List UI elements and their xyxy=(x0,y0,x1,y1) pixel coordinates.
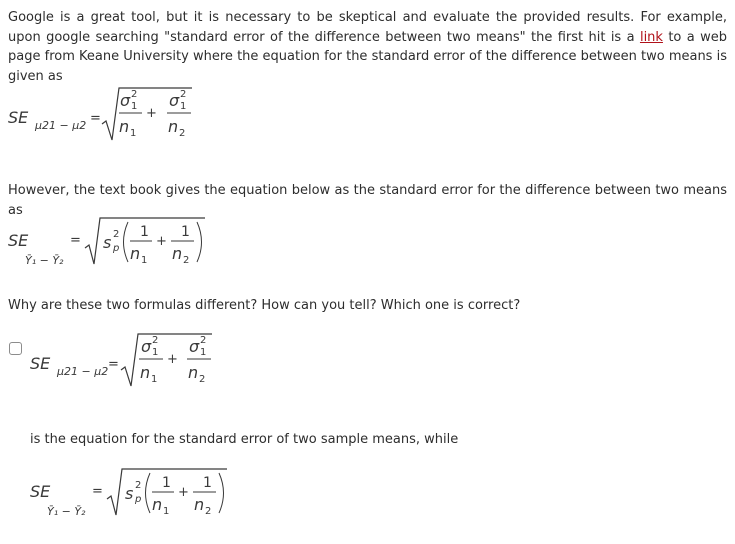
n-2b-sub: 2 xyxy=(183,255,190,266)
n-2-sub: 2 xyxy=(179,128,186,139)
n-1c: n xyxy=(140,363,151,382)
n-1b-sub: 1 xyxy=(141,255,148,266)
n-1d-sub: 1 xyxy=(163,506,170,517)
sigma-2c-sup: 2 xyxy=(200,335,207,346)
sigma-2-sup: 2 xyxy=(180,89,187,100)
plus-sign-4: + xyxy=(178,485,189,500)
se-subscript-4: Ȳ₁ − Ȳ₂ xyxy=(47,505,86,518)
intro-text-end: to a web page from Keane University where the equation for the standard error of the difference between two means is given as xyxy=(8,29,728,84)
sigma-1-sup: 2 xyxy=(131,89,138,100)
sigma-2c-sub: 1 xyxy=(200,347,207,358)
formula-se-means-1 xyxy=(6,84,206,146)
se-subscript-3: μ21 − μ2 xyxy=(57,365,109,378)
se-label: SE xyxy=(8,108,29,127)
n-2: n xyxy=(168,117,179,136)
sigma-1: σ xyxy=(120,91,131,110)
se-label-2: SE xyxy=(8,231,29,250)
n-2d-sub: 2 xyxy=(205,506,212,517)
textbook-paragraph: However, the text book gives the equation below as the standard error for the difference between two means as xyxy=(8,183,727,218)
option-statement: is the equation for the standard error of two sample means, while xyxy=(30,432,459,447)
equals-sign-4: = xyxy=(92,484,103,499)
equals-sign-3: = xyxy=(108,357,119,372)
n-1c-sub: 1 xyxy=(151,374,158,385)
se-subscript-2: Ȳ₁ − Ȳ₂ xyxy=(25,254,64,267)
n-1-sub: 1 xyxy=(130,128,137,139)
sigma-1c-sub: 1 xyxy=(152,347,159,358)
one-3: 1 xyxy=(162,475,171,491)
se-subscript: μ21 − μ2 xyxy=(35,119,87,132)
n-2d: n xyxy=(194,495,205,514)
formula-se-pooled-1 xyxy=(6,214,216,270)
n-1d: n xyxy=(152,495,163,514)
intro-paragraph xyxy=(8,8,727,86)
s-p-sup: 2 xyxy=(113,229,120,240)
formula-se-means-2 xyxy=(28,330,228,392)
se-label-3: SE xyxy=(30,354,51,373)
s-p-2-sub: p xyxy=(135,494,142,505)
equals-sign: = xyxy=(90,111,101,126)
one-2: 1 xyxy=(181,224,190,240)
n-1b: n xyxy=(130,244,141,263)
plus-sign-3: + xyxy=(167,352,178,367)
sigma-2c: σ xyxy=(189,337,200,356)
left-paren-2 xyxy=(146,473,151,513)
sigma-1c-sup: 2 xyxy=(152,335,159,346)
sigma-2-sub: 1 xyxy=(180,101,187,112)
plus-sign-2: + xyxy=(156,234,167,249)
sigma-2: σ xyxy=(169,91,180,110)
right-paren xyxy=(197,222,202,262)
left-paren xyxy=(124,222,129,262)
sigma-1-sub: 1 xyxy=(131,101,138,112)
n-1: n xyxy=(119,117,130,136)
formula-se-pooled-2 xyxy=(28,465,238,521)
keane-link[interactable]: link xyxy=(639,29,663,45)
one-1: 1 xyxy=(140,224,149,240)
sigma-1c: σ xyxy=(141,337,152,356)
s-p-sub: p xyxy=(113,243,120,254)
se-label-4: SE xyxy=(30,482,51,501)
s-p: s xyxy=(103,233,112,252)
plus-sign: + xyxy=(146,106,157,121)
s-p-2: s xyxy=(125,484,134,503)
n-2c-sub: 2 xyxy=(199,374,206,385)
n-2b: n xyxy=(172,244,183,263)
one-4: 1 xyxy=(203,475,212,491)
n-2c: n xyxy=(188,363,199,382)
question-text: Why are these two formulas different? How can you tell? Which one is correct? xyxy=(8,298,521,313)
s-p-2-sup: 2 xyxy=(135,480,142,491)
intro-text-start: Google is a great tool, but it is necessary to be skeptical and evaluate the provided results. For example, upon google searching "standard error of the difference between two means" the first hit is a xyxy=(8,10,727,45)
right-paren-2 xyxy=(219,473,224,513)
equals-sign-2: = xyxy=(70,233,81,248)
answer-checkbox[interactable] xyxy=(9,342,22,355)
